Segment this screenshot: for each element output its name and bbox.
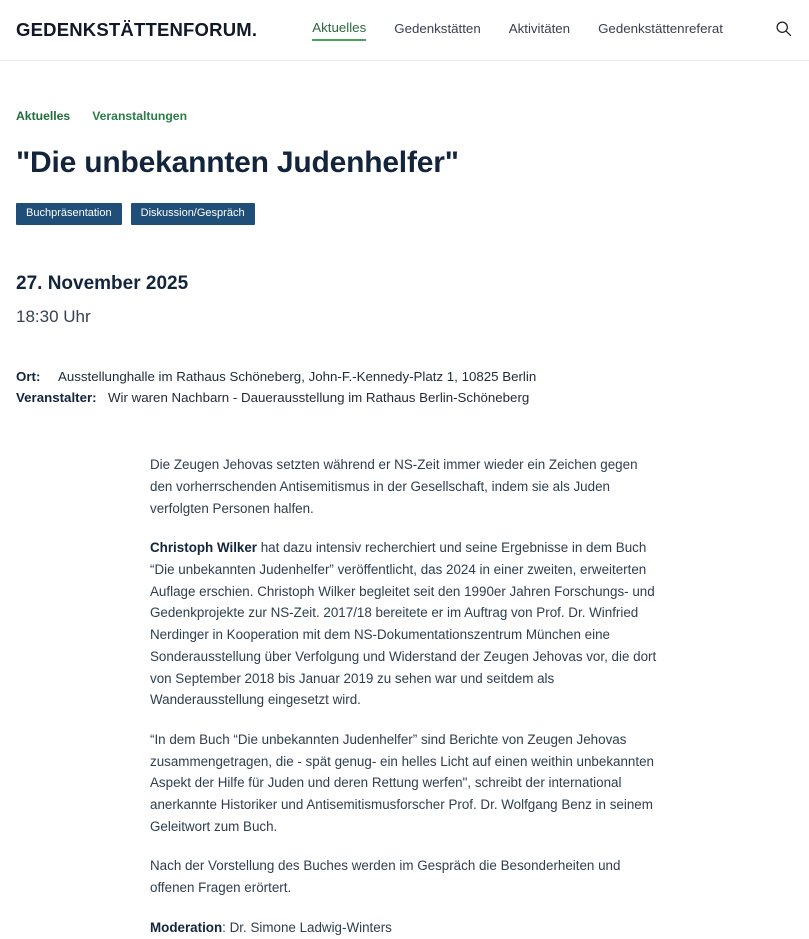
event-organizer-value: Wir waren Nachbarn - Dauerausstellung im Rathaus Berlin-Schöneberg — [108, 389, 530, 405]
event-date: 27. November 2025 — [16, 273, 189, 294]
paragraph-discussion: Nach der Vorstellung des Buches werden im Gespräch die Besonderheiten und offenen Fragen erörtert. — [150, 858, 621, 896]
paragraph-author — [150, 537, 662, 711]
moderation-label: Moderation — [150, 919, 223, 935]
event-organizer-row — [16, 388, 793, 409]
breadcrumb-item-aktuelles[interactable]: Aktuelles — [16, 109, 71, 123]
paragraph-moderation — [150, 917, 662, 939]
site-header — [0, 0, 809, 61]
nav-item-aktuelles[interactable]: Aktuelles — [312, 20, 366, 41]
author-text: hat dazu intensiv recherchiert und seine Ergebnisse in dem Buch “Die unbekannten Judenhelfer” veröffentlicht, das 2024 in einer zweiten, erweiterten Auflage erschien. Christoph Wilker begleitet seit den 1990er Jahren Forschungs- und Gedenkprojekte zur NS-Zeit. 2017/18 bereitete er im Auftrag von Prof. Dr. Winfried Nerdinger in Kooperation mit dem NS-Dokumentationszentrum München eine Sonderausstellung über Verfolgung und Widerstand der Zeugen Jehovas vor, die dort von September 2018 bis Januar 2019 zu sehen war und seitdem als Wanderausstellung eingesetzt wird. — [150, 540, 657, 708]
page-title: "Die unbekannten Judenhelfer" — [16, 146, 459, 179]
page-content — [0, 109, 809, 939]
breadcrumb — [16, 109, 793, 123]
author-name: Christoph Wilker — [150, 540, 258, 556]
tag-list — [16, 203, 793, 225]
tag-buchpraesentation[interactable]: Buchpräsentation — [16, 203, 122, 225]
tag-diskussion-gespraech[interactable]: Diskussion/Gespräch — [131, 203, 255, 225]
nav-item-gedenkstaetten[interactable]: Gedenkstätten — [394, 20, 481, 36]
site-logo[interactable]: GEDENKSTÄTTENFORUM. — [16, 19, 258, 40]
event-meta — [16, 367, 793, 408]
nav-item-aktivitaeten[interactable]: Aktivitäten — [508, 20, 571, 36]
paragraph-quote: “In dem Buch “Die unbekannten Judenhelfer” sind Berichte von Zeugen Jehovas zusammengetragen, die - spät genug- ein helles Licht auf einen weithin unbekannten Aspekt der Hilfe für Juden und deren Rettung werfen", schreibt der international anerkannte Historiker und Antisemitismusforscher Prof. Dr. Wolfgang Benz in seinem Geleitwort zum Buch. — [150, 731, 654, 834]
nav-item-gedenkstaettenreferat[interactable]: Gedenkstättenreferat — [598, 20, 723, 36]
search-icon — [775, 20, 792, 40]
breadcrumb-item-veranstaltungen[interactable]: Veranstaltungen — [92, 109, 188, 123]
event-time: 18:30 Uhr — [16, 307, 91, 326]
paragraph-intro: Die Zeugen Jehovas setzten während er NS-Zeit immer wieder ein Zeichen gegen den vorherrschenden Antisemitismus in der Gesellschaft, indem sie als Juden verfolgten Personen halfen. — [150, 457, 638, 516]
event-location-label: Ort: — [16, 369, 41, 384]
search-button[interactable] — [773, 20, 793, 40]
event-location-row — [16, 367, 793, 388]
event-location-value: Ausstellunghalle im Rathaus Schöneberg, John-F.-Kennedy-Platz 1, 10825 Berlin — [58, 369, 537, 384]
moderation-value: : Dr. Simone Ladwig-Winters — [222, 919, 392, 935]
event-organizer-label: Veranstalter: — [16, 389, 97, 405]
main-navigation — [312, 20, 793, 41]
event-description — [150, 454, 662, 938]
